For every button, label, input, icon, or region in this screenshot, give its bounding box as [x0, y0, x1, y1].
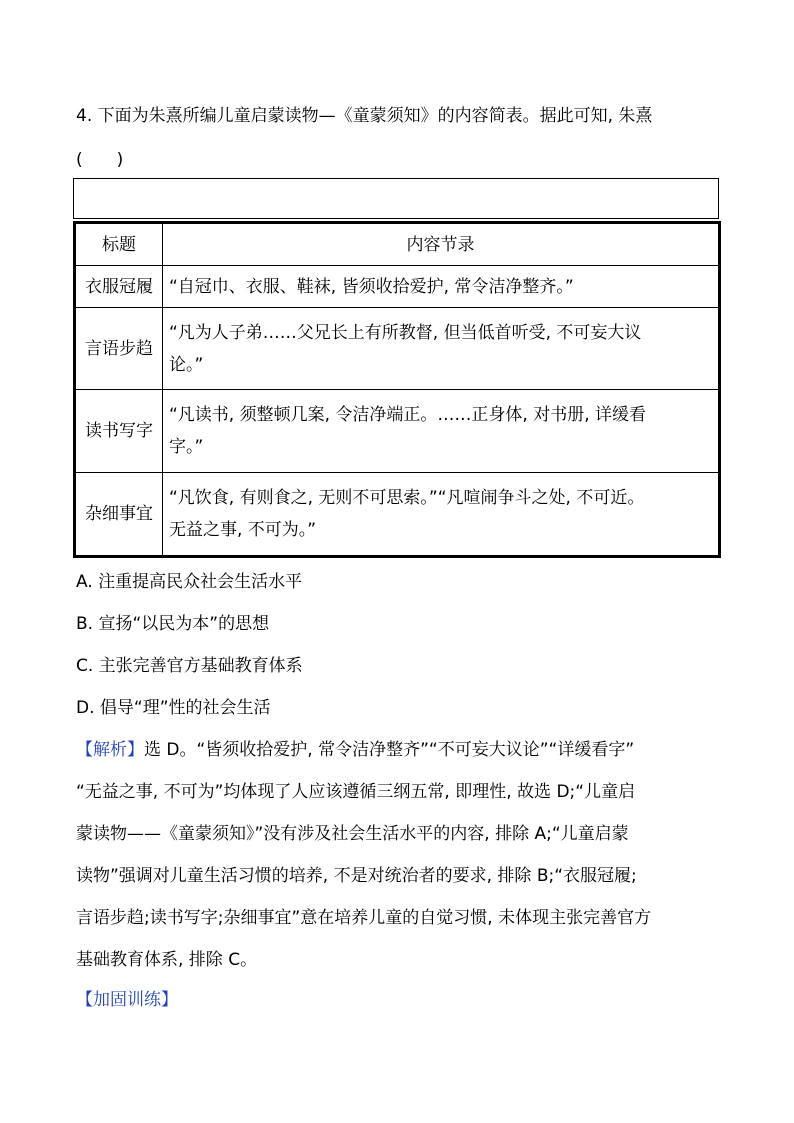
row-content-line: 无益之事, 不可为。” [169, 520, 317, 540]
row-content-line: 论。” [169, 354, 204, 375]
empty-title-box [73, 178, 719, 219]
option-a: A. 注重提高民众社会生活水平 [76, 572, 303, 592]
row-content-line: “自冠巾、衣服、鞋袜, 皆须收拾爱护, 常令洁净整齐。” [169, 276, 574, 297]
analysis-first-line [76, 738, 634, 762]
answer-blank: ( ) [76, 150, 124, 170]
row-content [163, 390, 720, 473]
analysis-line: 读物”强调对儿童生活习惯的培养, 不是对统治者的要求, 排除 B;“衣服冠履; [76, 866, 637, 886]
option-d: D. 倡导“理”性的社会生活 [76, 698, 271, 718]
option-b: B. 宣扬“以民为本”的思想 [76, 614, 270, 634]
analysis-tag: 【解析】 [76, 740, 144, 760]
analysis-line: “无益之事, 不可为”均体现了人应该遵循三纲五常, 即理性, 故选 D;“儿童启 [76, 782, 636, 802]
row-content [163, 308, 720, 390]
analysis-line: 言语步趋;读书写字;杂细事宜”意在培养儿童的自觉习惯, 未体现主张完善官方 [76, 908, 652, 928]
header-content: 内容节录 [163, 223, 720, 266]
question-stem-line1: 4. 下面为朱熹所编儿童启蒙读物—《童蒙须知》的内容简表。据此可知, 朱熹 [76, 106, 653, 126]
row-content [163, 473, 720, 557]
table-row [75, 266, 720, 308]
analysis-text: 选 D。“皆须收拾爱护, 常令洁净整齐”“不可妄大议论”“详缓看字” [144, 740, 635, 760]
table-row [75, 473, 720, 557]
row-content-line: “凡饮食, 有则食之, 无则不可思索。”“凡喧闹争斗之处, 不可近。 [169, 488, 645, 508]
row-content-line: 字。” [169, 437, 204, 457]
analysis-line: 蒙读物——《童蒙须知》”没有涉及社会生活水平的内容, 排除 A;“儿童启蒙 [76, 824, 629, 844]
analysis-line: 基础教育体系, 排除 C。 [76, 950, 258, 970]
table-header-row [75, 223, 720, 266]
row-content-line: “凡读书, 须整顿几案, 令洁净端正。……正身体, 对书册, 详缓看 [169, 405, 647, 425]
training-heading: 【加固训练】 [76, 990, 178, 1010]
row-content [163, 266, 720, 308]
row-title: 言语步趋 [75, 308, 163, 390]
row-title: 杂细事宜 [75, 473, 163, 557]
row-content-line: “凡为人子弟……父兄长上有所教督, 但当低首听受, 不可妄大议 [169, 322, 642, 343]
row-title: 读书写字 [75, 390, 163, 473]
table-row [75, 390, 720, 473]
header-title: 标题 [75, 223, 163, 266]
table-row [75, 308, 720, 390]
content-table [73, 221, 721, 558]
option-c: C. 主张完善官方基础教育体系 [76, 656, 303, 676]
row-title: 衣服冠履 [75, 266, 163, 308]
